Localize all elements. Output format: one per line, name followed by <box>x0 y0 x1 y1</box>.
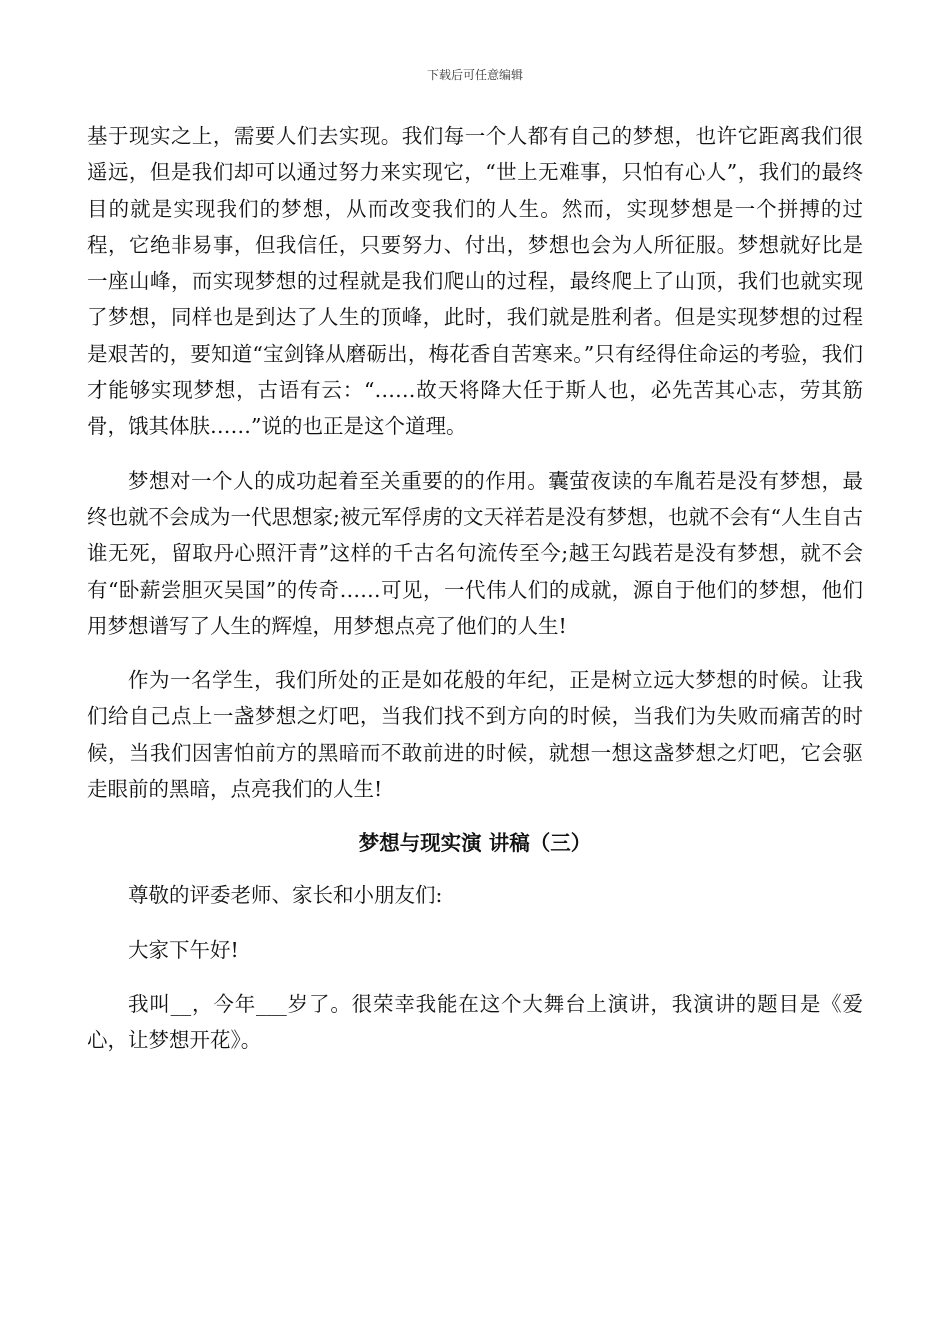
paragraph-greeting: 大家下午好! <box>128 937 239 962</box>
paragraph-gap <box>87 644 863 662</box>
paragraph-salutation: 尊敬的评委老师、家长和小朋友们: <box>128 883 443 908</box>
paragraph-student-dream: 作为一名学生，我们所处的正是如花般的年纪，正是树立远大梦想的时候。让我们给自己点上一盏梦想之灯吧，当我们找不到方向的时候，当我们为失败而痛苦的时候，当我们因害怕前方的黑暗而不敢前进的时候，就想一想这盏梦想之灯吧，它会驱走眼前的黑暗，点亮我们的人生! <box>87 668 863 802</box>
paragraph-introduction: 我叫__，今年___岁了。很荣幸我能在这个大舞台上演讲，我演讲的题目是《爱心，让梦想开花》。 <box>87 991 863 1053</box>
page-header-note: 下载后可任意编辑 <box>426 68 523 82</box>
paragraph-gap <box>87 968 863 986</box>
paragraph-dream-importance: 梦想对一个人的成功起着至关重要的的作用。囊萤夜读的车胤若是没有梦想，最终也就不会成为一代思想家;被元军俘虏的文天祥若是没有梦想，也就不会有“人生自古谁无死，留取丹心照汗青”这样的千古名句流传至今;越王勾践若是没有梦想，就不会有“卧薪尝胆灭吴国”的传奇……可见，一代伟人们的成就，源自于他们的梦想，他们用梦想谱写了人生的辉煌，用梦想点亮了他们的人生! <box>87 468 863 638</box>
paragraph-gap <box>87 914 863 932</box>
document-body <box>87 118 863 1059</box>
paragraph-dream-reality: 基于现实之上，需要人们去实现。我们每一个人都有自己的梦想，也许它距离我们很遥远，但是我们却可以通过努力来实现它，“世上无难事，只怕有心人”，我们的最终目的就是实现我们的梦想，从而改变我们的人生。然而，实现梦想是一个拼搏的过程，它绝非易事，但我信任，只要努力、付出，梦想也会为人所征服。梦想就好比是一座山峰，而实现梦想的过程就是我们爬山的过程，最终爬上了山顶，我们也就实现了梦想，同样也是到达了人生的顶峰，此时，我们就是胜利者。但是实现梦想的过程是艰苦的，要知道“宝剑锋从磨砺出，梅花香自苦寒来。”只有经得住命运的考验，我们才能够实现梦想，古语有云：“……故天将降大任于斯人也，必先苦其心志，劳其筋骨，饿其体肤……”说的也正是这个道理。 <box>87 124 863 439</box>
section-title: 梦想与现实演 讲稿（三） <box>358 831 592 856</box>
paragraph-gap <box>87 445 863 463</box>
